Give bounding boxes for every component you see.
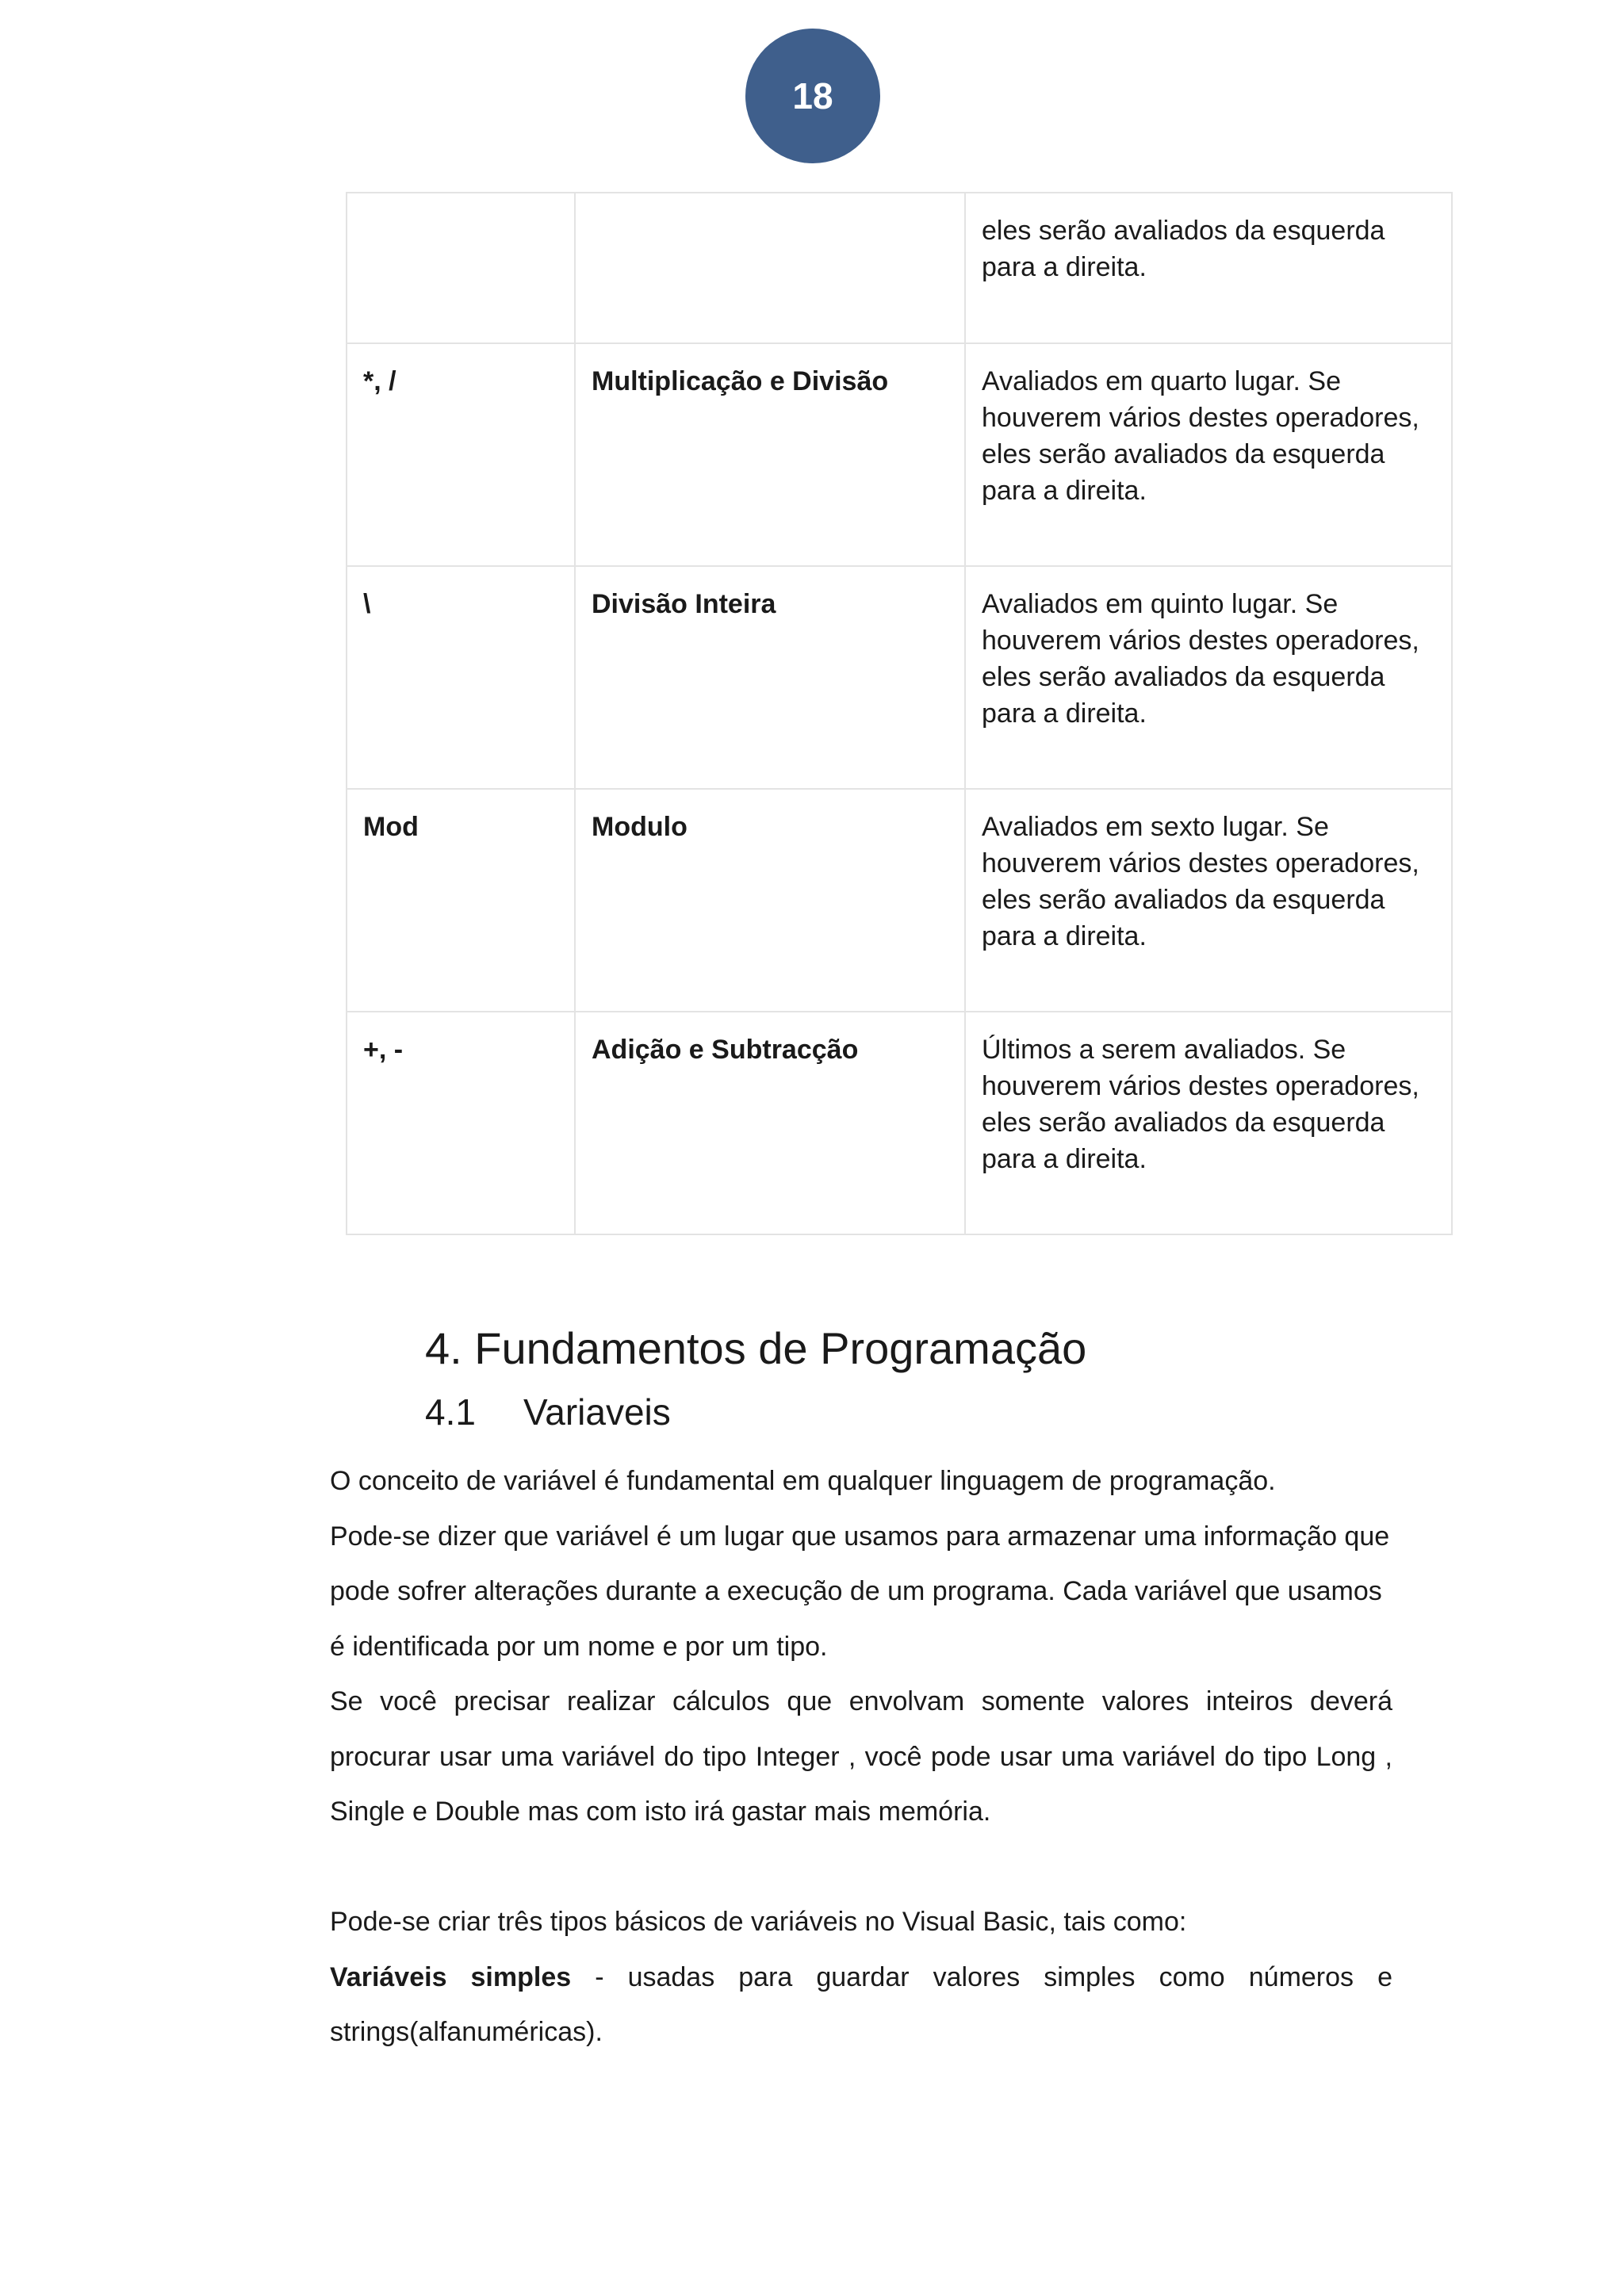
description-cell: eles serão avaliados da esquerda para a direita. (965, 193, 1452, 343)
operator-name-cell (575, 193, 965, 343)
term-simple-variables: Variáveis simples (330, 1961, 572, 1992)
operator-cell (347, 193, 575, 343)
paragraph-spacer (330, 1840, 1392, 1896)
operator-name-cell: Divisão Inteira (575, 566, 965, 789)
page-number: 18 (792, 75, 833, 117)
operator-precedence-table (346, 192, 1453, 1235)
term-definition: - usadas para guardar valores simples como números e strings(alfanuméricas). (330, 1961, 1392, 2047)
operator-name-cell: Adição e Subtracção (575, 1012, 965, 1234)
table-row (347, 566, 1452, 789)
subsection-title: Variaveis (523, 1391, 671, 1433)
subsection-heading (425, 1391, 671, 1433)
operator-name-cell: Modulo (575, 789, 965, 1012)
paragraph: O conceito de variável é fundamental em qualquer linguagem de programação. (330, 1466, 1276, 1496)
operator-cell: \ (347, 566, 575, 789)
paragraph (330, 1950, 1392, 2061)
paragraph: Pode-se criar três tipos básicos de variáveis no Visual Basic, tais como: (330, 1907, 1187, 1937)
subsection-number: 4.1 (425, 1391, 476, 1433)
table-row (347, 343, 1452, 566)
paragraph: Se você precisar realizar cálculos que envolvam somente valores inteiros deverá procurar usar uma variável do tipo Integer , você pode usar uma variável do tipo Long , Single e Double mas com isto irá gastar mais memória. (330, 1686, 1392, 1827)
operator-cell: Mod (347, 789, 575, 1012)
description-cell: Avaliados em quinto lugar. Se houverem vários destes operadores, eles serão avaliados da esquerda para a direita. (965, 566, 1452, 789)
paragraph: Pode-se dizer que variável é um lugar que usamos para armazenar uma informação que pode sofrer alterações durante a execução de um programa. Cada variável que usamos é identificada por um nome e por um tipo. (330, 1521, 1390, 1662)
operator-cell: *, / (347, 343, 575, 566)
operator-cell: +, - (347, 1012, 575, 1234)
section-heading: 4. Fundamentos de Programação (425, 1323, 1087, 1373)
operator-name-cell: Multiplicação e Divisão (575, 343, 965, 566)
page-number-badge (745, 29, 880, 163)
table-row (347, 193, 1452, 343)
description-cell: Avaliados em sexto lugar. Se houverem vários destes operadores, eles serão avaliados da esquerda para a direita. (965, 789, 1452, 1012)
body-text (330, 1454, 1392, 2061)
table-row (347, 789, 1452, 1012)
table-row (347, 1012, 1452, 1234)
description-cell: Avaliados em quarto lugar. Se houverem vários destes operadores, eles serão avaliados da esquerda para a direita. (965, 343, 1452, 566)
description-cell: Últimos a serem avaliados. Se houverem vários destes operadores, eles serão avaliados da esquerda para a direita. (965, 1012, 1452, 1234)
